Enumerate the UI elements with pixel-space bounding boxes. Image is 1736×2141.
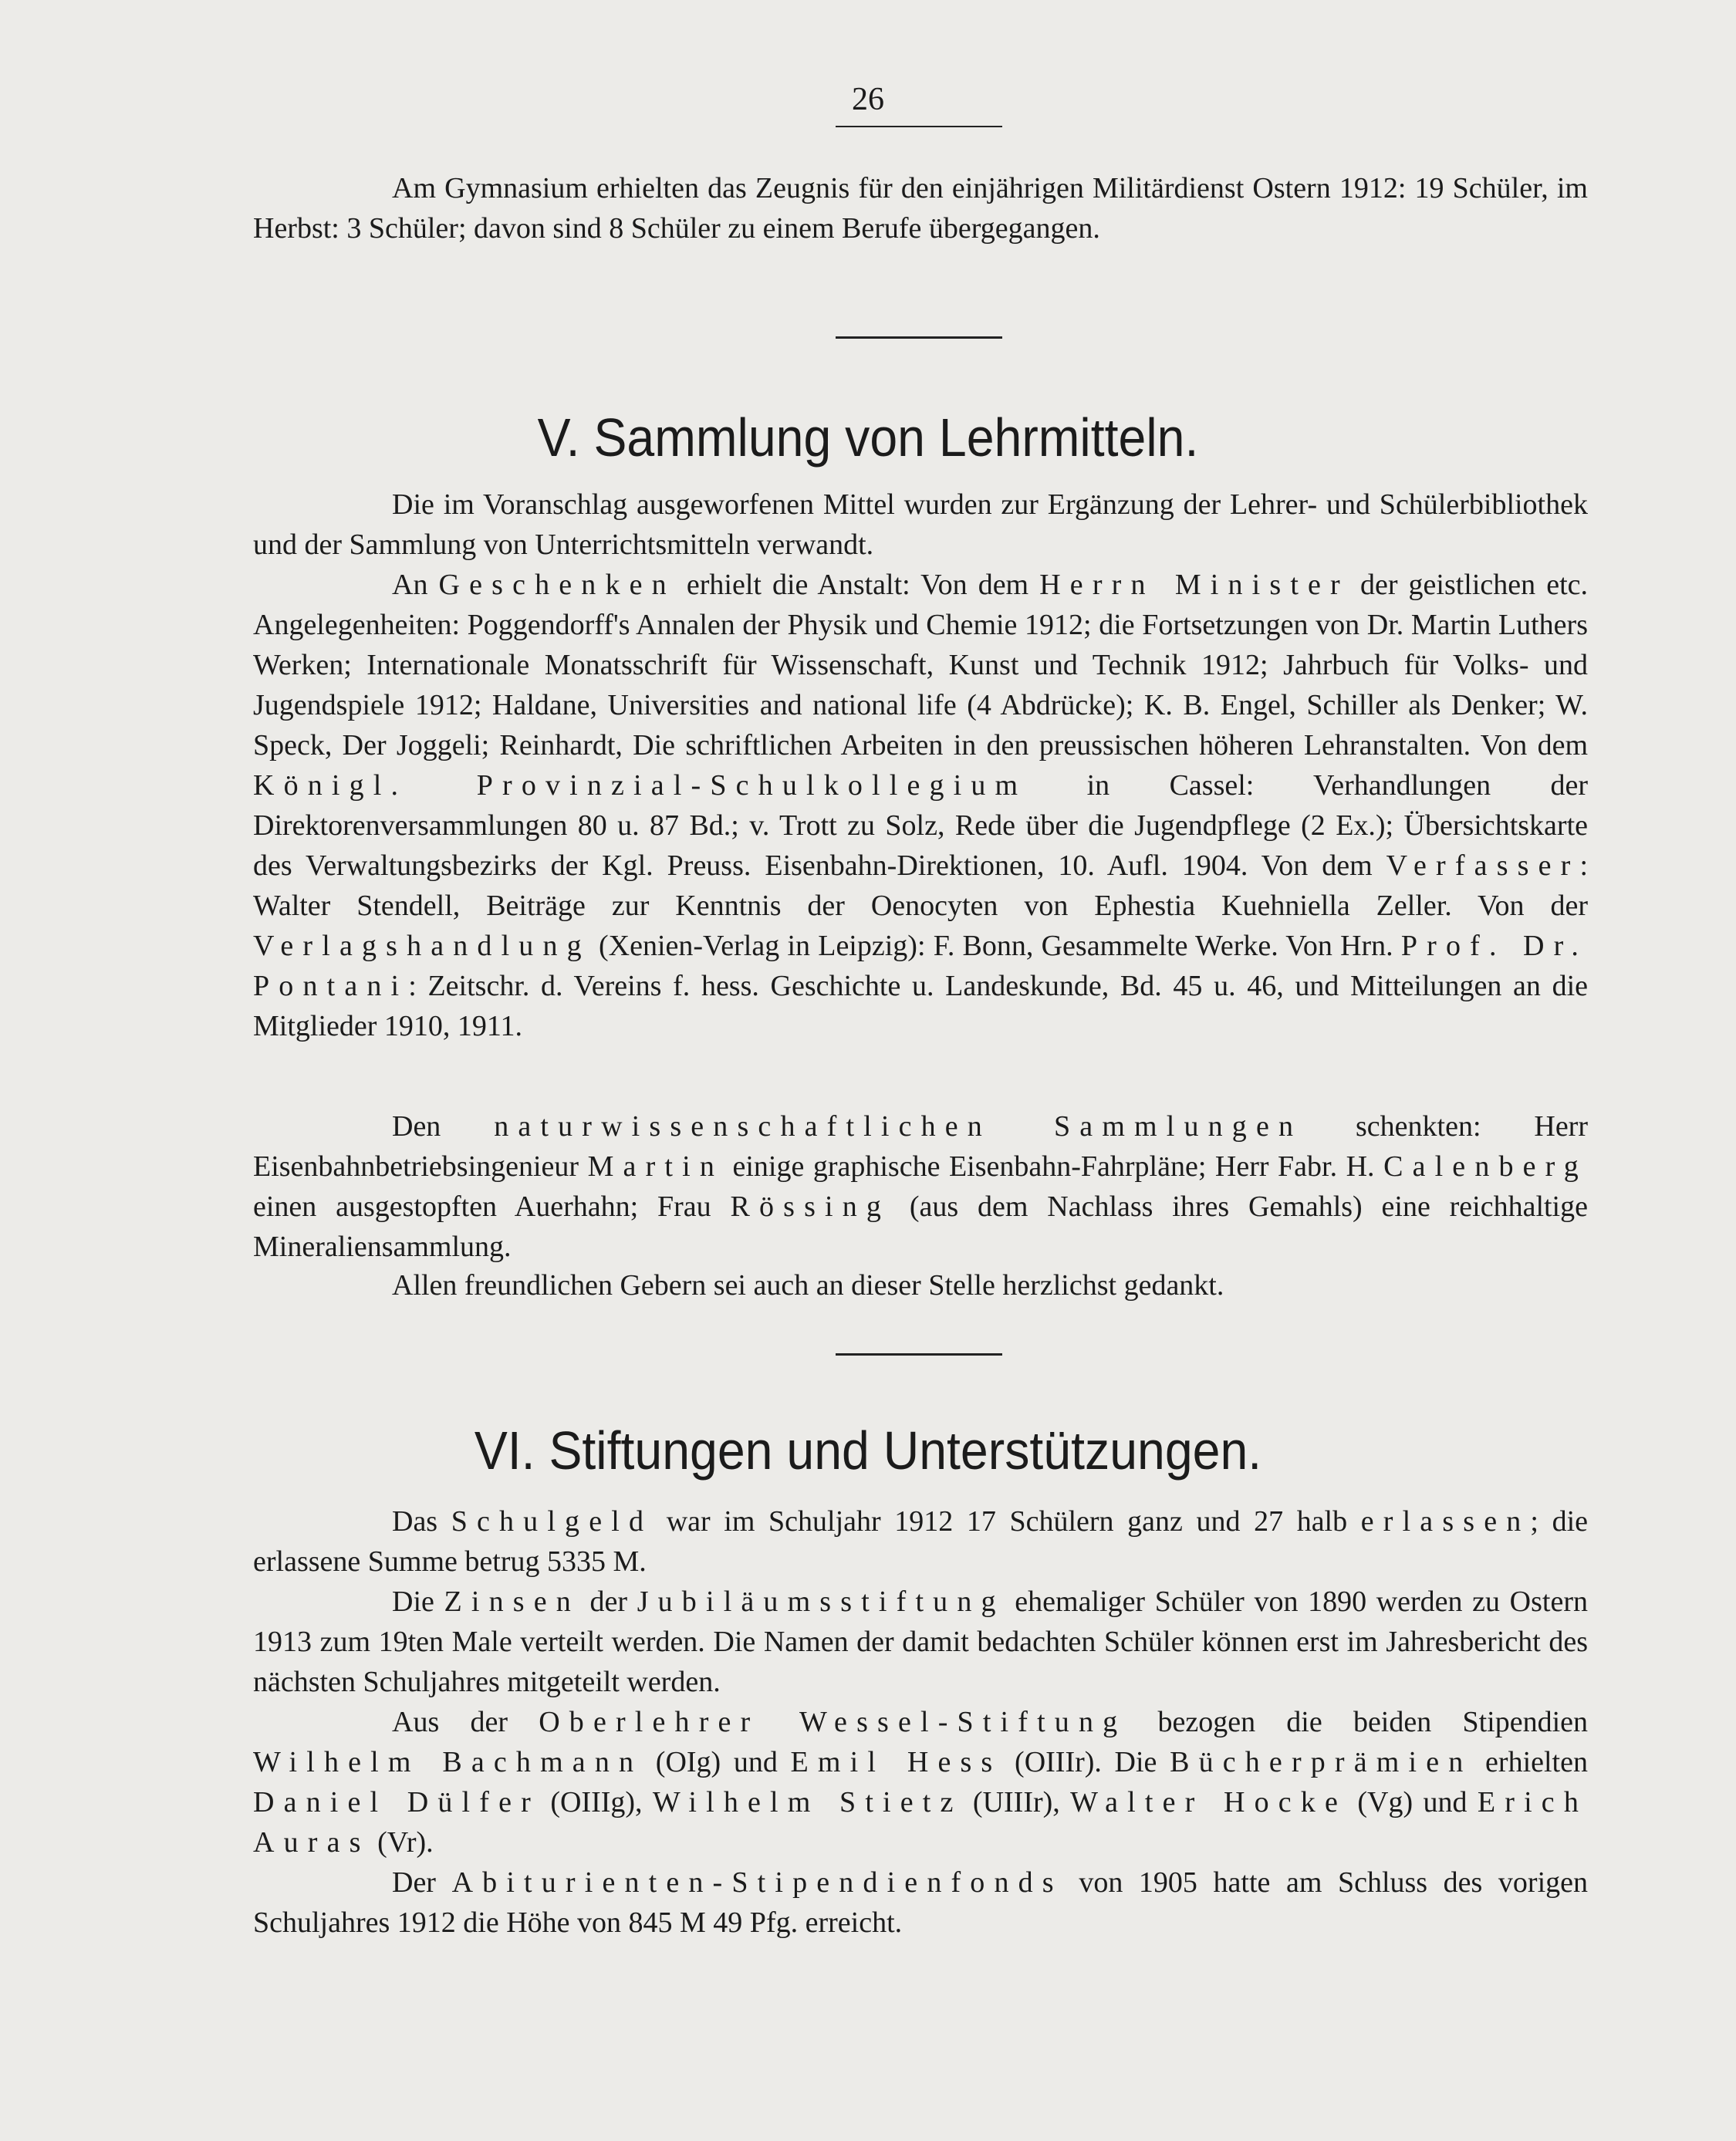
section-v-paragraph-4: Allen freundlichen Gebern sei auch an dieser Stelle herzlichst gedankt. bbox=[392, 1269, 1224, 1302]
spaced-text: Wilhelm Stietz bbox=[652, 1786, 963, 1818]
section-divider bbox=[836, 1353, 1002, 1356]
section-vi-title: VI. Stiftungen und Unterstützungen. bbox=[474, 1420, 1262, 1481]
section-vi-paragraph-1 bbox=[253, 1501, 1588, 1582]
section-v-title: V. Sammlung von Lehrmitteln. bbox=[537, 407, 1199, 468]
spaced-text: Zinsen bbox=[444, 1585, 580, 1618]
spaced-text: erlassen bbox=[1360, 1505, 1531, 1538]
spaced-text: Daniel Dülfer bbox=[253, 1786, 540, 1818]
text: war im Schuljahr 1912 17 Schülern ganz und 27 halb bbox=[653, 1505, 1361, 1538]
text: einige graphische Eisenbahn-Fahrpläne; Herr Fabr. H. bbox=[723, 1150, 1384, 1183]
section-vi-paragraph-4 bbox=[253, 1862, 1588, 1943]
text: einen ausgestopften Auerhahn; Frau bbox=[253, 1190, 731, 1223]
text: Aus der bbox=[392, 1706, 539, 1738]
spaced-text: Oberlehrer Wessel-Stiftung bbox=[539, 1706, 1127, 1738]
text: (UIIIr), bbox=[962, 1786, 1071, 1818]
text: (Xenien-Verlag in Leipzig): F. Bonn, Gesammelte Werke. Von Hrn. bbox=[590, 930, 1401, 962]
spaced-text: Geschenken bbox=[438, 569, 676, 601]
text: in Cassel: Verhandlungen der Direktorenversammlungen 80 u. 87 Bd.; v. Trott zu Solz, Rede über die Jugendpflege (2 Ex.); Übersichtskarte des Verwaltungsbezirks der Kgl. Preuss. Eisenbahn-Direktionen, 10. Aufl. 1904. Von dem bbox=[253, 769, 1588, 882]
spaced-text: Walter Hocke bbox=[1070, 1786, 1347, 1818]
text: bezogen die beiden Stipendien bbox=[1126, 1706, 1588, 1738]
section-divider bbox=[836, 336, 1002, 339]
page-number: 26 bbox=[852, 82, 884, 117]
text: (OIIIr). Die bbox=[1001, 1746, 1170, 1778]
spaced-text: Calenberg bbox=[1383, 1150, 1588, 1183]
text: der bbox=[579, 1585, 637, 1618]
text: erhielt die Anstalt: Von dem bbox=[675, 569, 1040, 601]
text: ehemaliger Schüler von 1890 werden zu Ostern 1913 zum 19ten Male verteilt werden. Die Namen der damit bedachten Schüler können erst im Jahresbericht des nächsten Schuljahres mitgeteilt werden. bbox=[253, 1585, 1588, 1698]
spaced-text: Königl. Provinzial-Schulkollegium bbox=[253, 769, 1028, 802]
text: Der bbox=[392, 1866, 452, 1899]
spaced-text: naturwissenschaftlichen Sammlungen bbox=[494, 1110, 1303, 1143]
section-vi-paragraph-2 bbox=[253, 1582, 1588, 1702]
text: An bbox=[392, 569, 439, 601]
text: Die bbox=[392, 1585, 444, 1618]
spaced-text: Verlagshandlung bbox=[253, 930, 591, 962]
spaced-text: Verfasser bbox=[1386, 849, 1580, 882]
spaced-text: Bücherprämien bbox=[1170, 1746, 1473, 1778]
spaced-text: Erich Auras bbox=[253, 1786, 1588, 1859]
text: (OIg) und bbox=[643, 1746, 791, 1778]
text: : Walter Stendell, Beiträge zur Kenntnis der Oenocyten von Ephestia Kuehniella Zeller. Von der bbox=[253, 849, 1588, 922]
text: ; die erlassene Summe betrug 5335 M. bbox=[253, 1505, 1588, 1578]
intro-paragraph: Am Gymnasium erhielten das Zeugnis für den einjährigen Militärdienst Ostern 1912: 19 Schüler, im Herbst: 3 Schüler; davon sind 8 Schüler zu einem Berufe übergegangen. bbox=[253, 172, 1588, 245]
text: (Vg) und bbox=[1346, 1786, 1478, 1818]
spaced-text: Jubiläumsstiftung bbox=[637, 1585, 1005, 1618]
text: erhielten bbox=[1472, 1746, 1588, 1778]
section-v-paragraph-3 bbox=[253, 1106, 1588, 1267]
spaced-text: Schulgeld bbox=[451, 1505, 654, 1538]
spaced-text: Abiturienten-Stipendienfonds bbox=[451, 1866, 1063, 1899]
page-number-rule bbox=[836, 126, 1002, 127]
section-vi-paragraph-3 bbox=[253, 1702, 1588, 1862]
text: der geistlichen etc. Angelegenheiten: Poggendorff's Annalen der Physik und Chemie 1912; die Fortsetzungen von Dr. Martin Luthers Werken; Internationale Monatsschrift für Wissenschaft, Kunst und Technik 1912; Jahrbuch für Volks- und Jugendspiele 1912; Haldane, Universities and national life (4 Abdrücke); K. B. Engel, Schiller als Denker; W. Speck, Der Joggeli; Reinhardt, Die schriftlichen Arbeiten in den preussischen höheren Lehranstalten. Von dem bbox=[253, 569, 1589, 762]
spaced-text: Prof. Dr. Pontani bbox=[253, 930, 1588, 1002]
spaced-text: Wilhelm Bachmann bbox=[253, 1746, 643, 1778]
spaced-text: Emil Hess bbox=[790, 1746, 1002, 1778]
text: : Zeitschr. d. Vereins f. hess. Geschichte u. Landeskunde, Bd. 45 u. 46, und Mitteilungen an die Mitglieder 1910, 1911. bbox=[253, 970, 1588, 1042]
text: von 1905 hatte am Schluss des vorigen Schuljahres 1912 die Höhe von 845 M 49 Pfg. erreicht. bbox=[253, 1866, 1589, 1939]
spaced-text: Herrn Minister bbox=[1039, 569, 1349, 601]
text: (aus dem Nachlass ihres Gemahls) eine reichhaltige Mineraliensammlung. bbox=[253, 1190, 1588, 1263]
text: Den bbox=[392, 1110, 495, 1143]
spaced-text: Rössing bbox=[730, 1190, 891, 1223]
spaced-text: Martin bbox=[587, 1150, 724, 1183]
section-v-paragraph-1: Die im Voranschlag ausgeworfenen Mittel wurden zur Ergänzung der Lehrer- und Schülerbibliothek und der Sammlung von Unterrichtsmitteln verwandt. bbox=[253, 488, 1588, 561]
text: (Vr). bbox=[370, 1826, 434, 1859]
text: (OIIIg), bbox=[539, 1786, 653, 1818]
text: schenkten: Herr Eisenbahnbetriebsingenieur bbox=[253, 1110, 1588, 1183]
text: Das bbox=[392, 1505, 451, 1538]
section-v-paragraph-2 bbox=[253, 565, 1588, 1046]
